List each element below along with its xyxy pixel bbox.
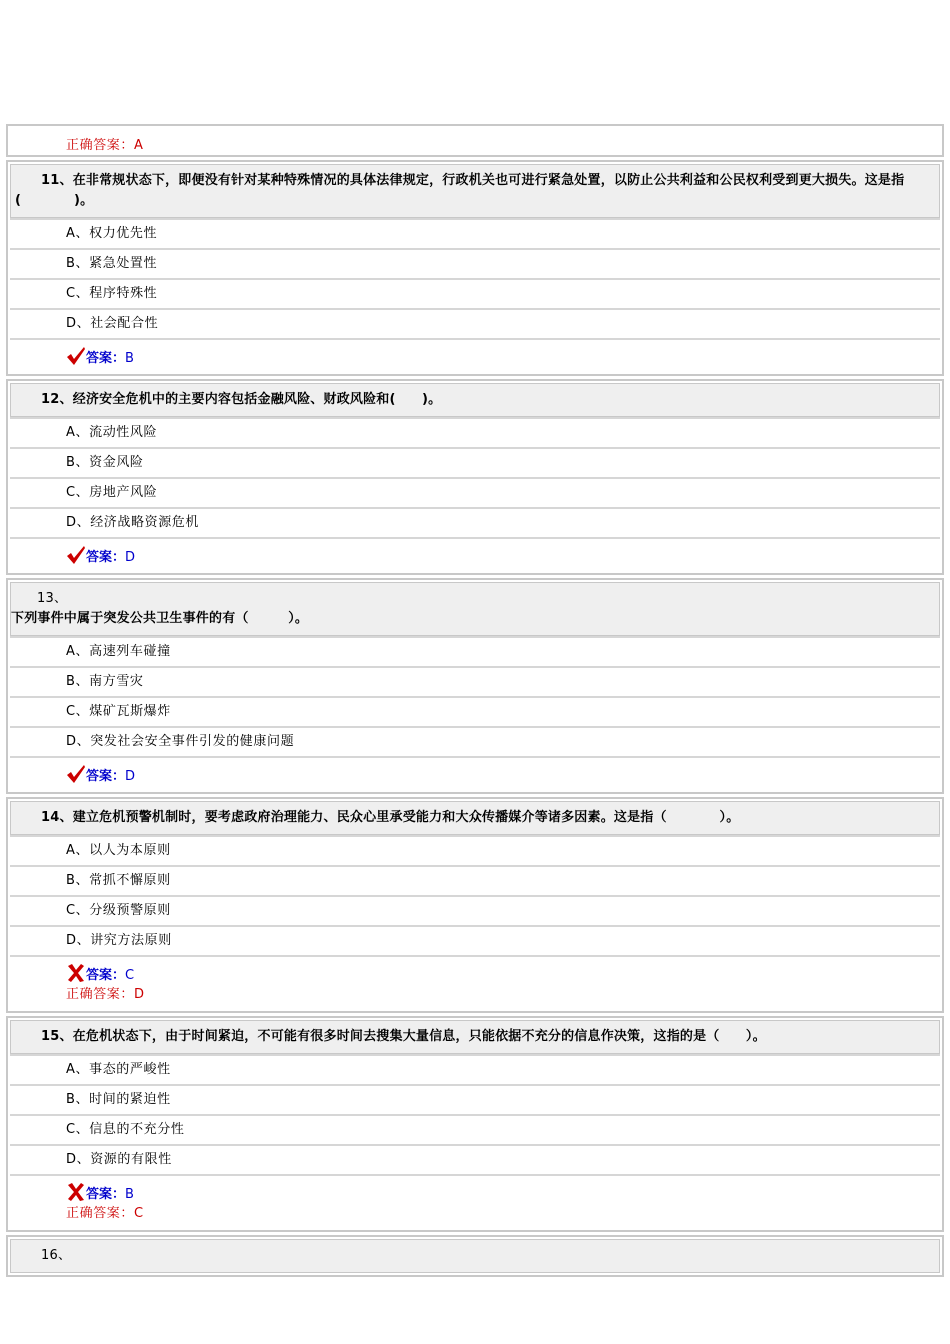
question-block-15 (6, 1016, 944, 1232)
option-d[interactable]: D、资源的有限性 (10, 1144, 940, 1174)
option-a[interactable]: A、权力优先性 (10, 218, 940, 248)
question-stem: 经济安全危机中的主要内容包括金融风险、财政风险和( )。 (72, 392, 442, 407)
question-text (10, 801, 940, 835)
correct-answer: 正确答案：C (66, 1206, 144, 1221)
question-stem: 下列事件中属于突发公共卫生事件的有（ ）。 (11, 611, 309, 626)
question-text (10, 164, 940, 218)
answer-value: D (125, 550, 136, 565)
option-c[interactable]: C、分级预警原则 (10, 895, 940, 925)
option-d[interactable]: D、突发社会安全事件引发的健康问题 (10, 726, 940, 756)
answer-row (10, 338, 940, 372)
question-text (10, 1020, 940, 1054)
option-a[interactable]: A、高速列车碰撞 (10, 636, 940, 666)
cross-icon (66, 1182, 86, 1202)
question-number: 14、 (41, 810, 73, 825)
option-c[interactable]: C、房地产风险 (10, 477, 940, 507)
option-b[interactable]: B、时间的紧迫性 (10, 1084, 940, 1114)
question-block-14 (6, 797, 944, 1013)
option-b[interactable]: B、南方雪灾 (10, 666, 940, 696)
option-c[interactable]: C、程序特殊性 (10, 278, 940, 308)
question-stem: 建立危机预警机制时，要考虑政府治理能力、民众心里承受能力和大众传播媒介等诸多因素。这是指（ ）。 (72, 810, 740, 825)
option-c[interactable]: C、信息的不充分性 (10, 1114, 940, 1144)
question-number: 16、 (41, 1248, 72, 1263)
option-b[interactable]: B、常抓不懈原则 (10, 865, 940, 895)
answer-row (10, 955, 940, 1009)
option-d[interactable]: D、社会配合性 (10, 308, 940, 338)
option-a[interactable]: A、流动性风险 (10, 417, 940, 447)
answer-value: B (125, 351, 134, 366)
question-block-13 (6, 578, 944, 794)
answer-label: 答案： (86, 550, 126, 565)
question-number: 15、 (41, 1029, 73, 1044)
question-number: 12、 (41, 392, 73, 407)
question-block-11 (6, 160, 944, 376)
answer-value: B (125, 1187, 134, 1202)
option-d[interactable]: D、经济战略资源危机 (10, 507, 940, 537)
answer-label: 答案： (86, 1187, 126, 1202)
answer-label: 答案： (86, 968, 126, 983)
question-stem: 在非常规状态下，即便没有针对某种特殊情况的具体法律规定，行政机关也可进行紧急处置，以防止公共利益和公民权利受到更大损失。这是指 (72, 173, 905, 188)
question-stem-cont: ( )。 (15, 193, 94, 208)
option-a[interactable]: A、以人为本原则 (10, 835, 940, 865)
question-text (10, 1239, 940, 1273)
previous-question-tail (6, 124, 944, 157)
answer-value: D (125, 769, 136, 784)
check-icon (66, 545, 86, 565)
question-block-12 (6, 379, 944, 575)
option-b[interactable]: B、资金风险 (10, 447, 940, 477)
question-text (10, 582, 940, 636)
answer-row (10, 1174, 940, 1228)
check-icon (66, 764, 86, 784)
answer-label: 答案： (86, 769, 126, 784)
option-a[interactable]: A、事态的严峻性 (10, 1054, 940, 1084)
answer-row (10, 756, 940, 790)
question-stem: 在危机状态下，由于时间紧迫，不可能有很多时间去搜集大量信息，只能依据不充分的信息作决策，这指的是（ ）。 (72, 1029, 766, 1044)
check-icon (66, 346, 86, 366)
answer-label: 答案： (86, 351, 126, 366)
question-number: 13、 (37, 591, 68, 606)
question-number: 11、 (41, 173, 73, 188)
correct-answer: 正确答案：D (66, 987, 145, 1002)
question-text (10, 383, 940, 417)
option-b[interactable]: B、紧急处置性 (10, 248, 940, 278)
answer-value: C (125, 968, 135, 983)
option-c[interactable]: C、煤矿瓦斯爆炸 (10, 696, 940, 726)
cross-icon (66, 963, 86, 983)
correct-answer: 正确答案：A (66, 138, 144, 153)
answer-row (10, 537, 940, 571)
quiz-sheet (6, 124, 944, 1280)
question-block-16 (6, 1235, 944, 1277)
option-d[interactable]: D、讲究方法原则 (10, 925, 940, 955)
